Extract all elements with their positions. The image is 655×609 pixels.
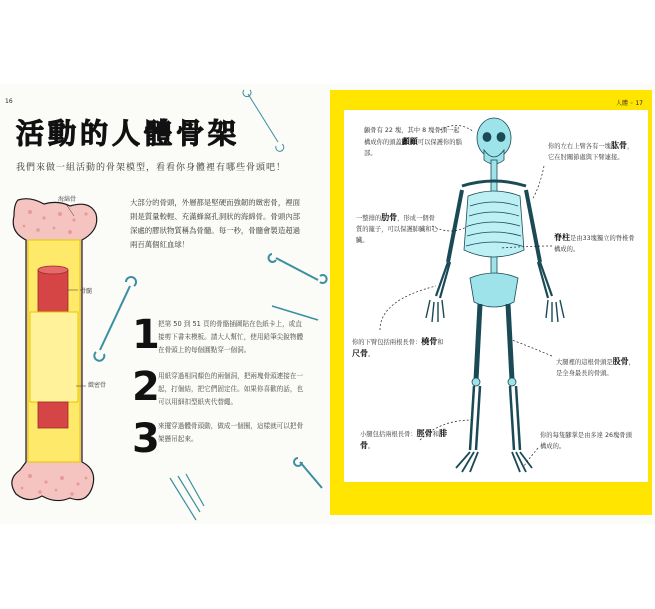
page-number-left: 16 [5, 98, 13, 105]
tibia-term: 脛骨 [416, 429, 433, 438]
ulna-term: 尺骨 [352, 349, 368, 358]
forearm-caption: 你的下臂包括兩根長骨：橈骨和尺骨。 [352, 337, 444, 358]
intro-paragraph: 大部分的骨頭，外層都是堅硬而強韌的緻密骨，裡面則是質量較輕、充滿蜂窩孔洞狀的海綿骨。骨頭內部深處的膠狀物質稱為骨髓。每一秒，骨髓會製造超過兩百萬個紅血球！ [130, 198, 300, 249]
femur [476, 304, 512, 380]
tibia-fibula [470, 386, 520, 450]
femur-caption: 大腿裡的這根骨頭是股骨，是全身最長的骨頭。 [556, 357, 635, 377]
skull-term: 顱顧 [401, 137, 418, 146]
femur-term: 股骨 [612, 357, 629, 366]
spine-term: 脊柱 [554, 233, 570, 242]
ribs-caption: 一整排的肋骨，形成一個骨質的籠子，可以保護肺臟和心臟。 [356, 213, 438, 244]
step-3-number: 3 [132, 416, 160, 462]
spine-caption: 脊柱是由33塊獨立的脊椎骨構成的。 [554, 233, 635, 253]
step-1-number: 1 [132, 312, 160, 358]
feet [456, 452, 532, 472]
humerus-term: 肱骨 [610, 141, 627, 150]
skull-caption: 顱骨有 22 塊，其中 8 塊骨頭一起構成你的頭蓋顱顧可以保護你的腦部。 [364, 127, 462, 157]
feet-caption: 你的每隻腳掌是由多達 26塊骨頭構成的。 [540, 432, 632, 450]
step-3-text: 來擺穿過體骨頭動，做成一個圈，這樣就可以把骨架懸吊起來。 [158, 422, 304, 443]
step-1-text: 把第 50 到 51 頁的骨骼插圖貼在色紙卡上，或直接剪下書末模板。請大人幫忙，使用鉛筆尖銳物體在骨頭上的每個圓點穿一個洞。 [158, 320, 304, 354]
page-title: 活動的人體骨架 [16, 117, 241, 150]
page-header-right: 人體 ◦ 17 [616, 100, 643, 107]
page-subtitle: 我們來做一組活動的骨架模型，看看你身體裡有哪些骨頭吧！ [16, 163, 287, 173]
label-bone-marrow: 骨髓 [80, 288, 93, 295]
label-spongy-bone: 海綿骨 [58, 196, 77, 203]
skull [477, 118, 511, 158]
step-2-text: 用紙穿過相同顏色的兩個洞，把兩塊骨頭連接在一起，打個結，把它們固定住。如果你喜歡的話，也可以用細扣型紙夾代替繩。 [158, 372, 304, 406]
radius-term: 橈骨 [421, 337, 438, 346]
ribs-term: 肋骨 [381, 213, 398, 222]
label-compact-bone: 緻密骨 [88, 382, 107, 389]
humerus-caption: 你的左右上臂各有一塊肱骨，它在肘關節處與下臂連接。 [548, 141, 634, 161]
leg-caption: 小腿包括兩根長骨：脛骨和腓骨。 [360, 429, 447, 450]
fibula-term: 腓骨 [360, 429, 447, 450]
pelvis [470, 273, 518, 307]
step-2-number: 2 [132, 364, 160, 410]
